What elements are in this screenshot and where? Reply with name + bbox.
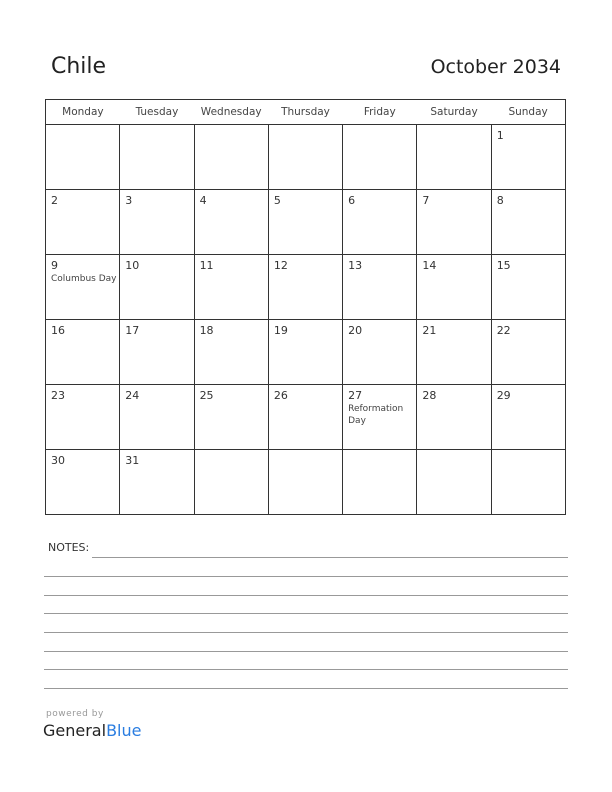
- day-number: 18: [199, 324, 214, 337]
- weekday-header-row: [46, 100, 566, 125]
- day-number: 20: [348, 324, 363, 337]
- day-number: 1: [496, 129, 504, 142]
- day-number: 21: [422, 324, 437, 337]
- day-number: [195, 450, 268, 454]
- day-cell: [120, 320, 194, 385]
- day-number: 9: [51, 259, 58, 272]
- weekday-header: Saturday: [417, 100, 491, 125]
- day-cell: [268, 450, 342, 515]
- day-number: 25: [199, 389, 214, 402]
- day-cell: [46, 320, 120, 385]
- day-number: 5: [273, 194, 281, 207]
- notes-line: [44, 613, 568, 614]
- day-cell: [194, 190, 268, 255]
- day-number: 3: [125, 194, 133, 207]
- day-cell: [194, 255, 268, 320]
- notes-label: NOTES:: [48, 541, 90, 554]
- day-cell: [268, 255, 342, 320]
- day-number: 30: [51, 454, 65, 467]
- day-cell: [343, 320, 417, 385]
- day-number: [343, 125, 416, 129]
- generalblue-logo[interactable]: [43, 721, 141, 740]
- day-number: 27: [348, 389, 363, 402]
- day-cell: [491, 125, 565, 190]
- day-number: [269, 450, 342, 454]
- weekday-header: Thursday: [268, 100, 342, 125]
- day-number: [120, 125, 193, 129]
- week-row: [46, 190, 566, 255]
- notes-line: [92, 557, 568, 558]
- day-number: 12: [273, 259, 288, 272]
- day-cell: [46, 450, 120, 515]
- weekday-header: Wednesday: [194, 100, 268, 125]
- notes-line: [44, 595, 568, 596]
- notes-line: [44, 651, 568, 652]
- day-cell: [120, 255, 194, 320]
- day-number: 17: [125, 324, 140, 337]
- day-number: [417, 125, 490, 129]
- day-number: 10: [125, 259, 140, 272]
- day-cell: [46, 255, 120, 320]
- day-number: 15: [496, 259, 511, 272]
- week-row: [46, 320, 566, 385]
- day-cell: [194, 320, 268, 385]
- day-number: [269, 125, 342, 129]
- month-year-title: October 2034: [430, 56, 561, 78]
- weekday-header: Tuesday: [120, 100, 194, 125]
- brand-blue: Blue: [106, 721, 142, 740]
- day-number: [195, 125, 268, 129]
- day-number: 26: [273, 389, 288, 402]
- day-cell: [343, 255, 417, 320]
- brand-general: General: [43, 721, 107, 740]
- day-number: 13: [348, 259, 363, 272]
- day-number: 23: [51, 389, 65, 402]
- day-number: 7: [422, 194, 430, 207]
- day-cell: [343, 450, 417, 515]
- day-cell: [120, 125, 194, 190]
- week-row: [46, 125, 566, 190]
- day-cell: [417, 385, 491, 450]
- day-cell: [417, 190, 491, 255]
- notes-line: [44, 576, 568, 577]
- country-title: Chile: [51, 54, 107, 79]
- day-number: 24: [125, 389, 140, 402]
- day-cell: [417, 125, 491, 190]
- notes-line: [44, 669, 568, 670]
- weekday-header: Monday: [46, 100, 120, 125]
- day-cell: [46, 190, 120, 255]
- day-cell: [491, 385, 565, 450]
- day-number: 11: [199, 259, 214, 272]
- holiday-label: Reformation Day: [348, 404, 404, 426]
- day-cell: [120, 450, 194, 515]
- day-cell: [417, 320, 491, 385]
- week-row: [46, 450, 566, 515]
- day-number: 2: [51, 194, 58, 207]
- day-number: 22: [496, 324, 511, 337]
- day-cell: [491, 320, 565, 385]
- holiday-label: Columbus Day: [51, 274, 117, 284]
- day-number: 4: [199, 194, 207, 207]
- weekday-header: Sunday: [491, 100, 565, 125]
- day-cell: [268, 320, 342, 385]
- week-row: [46, 255, 566, 320]
- day-number: [417, 450, 490, 454]
- day-number: 14: [422, 259, 437, 272]
- day-number: 31: [125, 454, 140, 467]
- powered-by-text: powered by: [46, 709, 104, 719]
- day-cell: [491, 255, 565, 320]
- day-number: 16: [51, 324, 65, 337]
- calendar-grid: [45, 99, 566, 515]
- day-cell: [417, 450, 491, 515]
- day-number: 28: [422, 389, 437, 402]
- day-cell: [46, 125, 120, 190]
- day-cell: [194, 125, 268, 190]
- day-cell: [417, 255, 491, 320]
- day-cell: [491, 190, 565, 255]
- day-number: 6: [348, 194, 356, 207]
- day-number: 8: [496, 194, 504, 207]
- day-number: [492, 450, 565, 454]
- day-number: [343, 450, 416, 454]
- day-cell: [343, 385, 417, 450]
- day-cell: [343, 125, 417, 190]
- notes-line: [44, 632, 568, 633]
- day-cell: [491, 450, 565, 515]
- weekday-header: Friday: [343, 100, 417, 125]
- day-cell: [120, 385, 194, 450]
- day-cell: [194, 450, 268, 515]
- day-cell: [268, 385, 342, 450]
- week-row: [46, 385, 566, 450]
- day-cell: [343, 190, 417, 255]
- day-cell: [46, 385, 120, 450]
- day-cell: [268, 125, 342, 190]
- notes-line: [44, 688, 568, 689]
- day-number: 29: [496, 389, 511, 402]
- day-number: [46, 125, 119, 129]
- day-cell: [120, 190, 194, 255]
- day-cell: [268, 190, 342, 255]
- day-number: 19: [273, 324, 288, 337]
- day-cell: [194, 385, 268, 450]
